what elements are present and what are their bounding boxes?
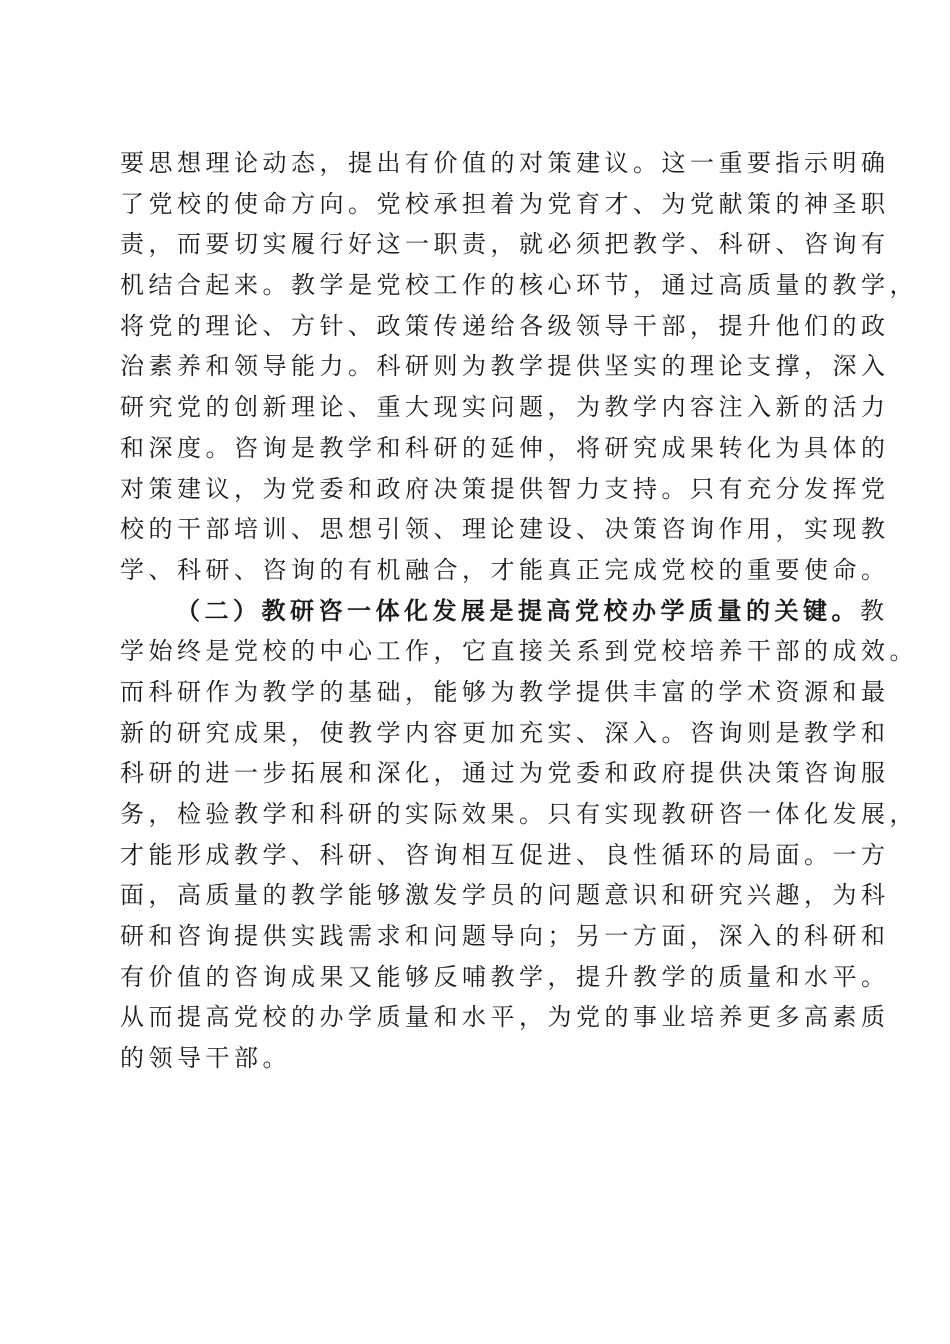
paragraph-line: 机结合起来。教学是党校工作的核心环节，通过高质量的教学， — [120, 271, 918, 300]
paragraph-line: 研究党的创新理论、重大现实问题，为教学内容注入新的活力 — [120, 393, 890, 422]
paragraph-line: 而科研作为教学的基础，能够为教学提供丰富的学术资源和最 — [120, 677, 890, 706]
paragraph-line: 面，高质量的教学能够激发学员的问题意识和研究兴趣，为科 — [120, 881, 890, 910]
paragraph-line: 才能形成教学、科研、咨询相互促进、良性循环的局面。一方 — [120, 840, 890, 869]
paragraph-line: 学、科研、咨询的有机融合，才能真正完成党校的重要使命。 — [120, 555, 890, 584]
paragraph-line: 治素养和领导能力。科研则为教学提供坚实的理论支撑，深入 — [120, 352, 890, 381]
paragraph-line: 从而提高党校的办学质量和水平，为党的事业培养更多高素质 — [120, 1003, 890, 1032]
paragraph-line: 了党校的使命方向。党校承担着为党育才、为党献策的神圣职 — [120, 189, 890, 218]
body-text — [120, 143, 918, 1079]
paragraph-line: 对策建议，为党委和政府决策提供智力支持。只有充分发挥党 — [120, 474, 890, 503]
section-heading: （二）教研咨一体化发展是提高党校办学质量的关键。 — [176, 595, 860, 625]
paragraph-line: 新的研究成果，使教学内容更加充实、深入。咨询则是教学和 — [120, 718, 890, 747]
paragraph-line: 科研的进一步拓展和深化，通过为党委和政府提供决策咨询服 — [120, 759, 890, 788]
paragraph-line: 的领导干部。 — [120, 1044, 291, 1073]
paragraph-line: 务，检验教学和科研的实际效果。只有实现教研咨一体化发展， — [120, 800, 918, 828]
paragraph-line: 和深度。咨询是教学和科研的延伸，将研究成果转化为具体的 — [120, 433, 890, 462]
section-heading-line — [120, 591, 889, 632]
paragraph-line: 研和咨询提供实践需求和问题导向；另一方面，深入的科研和 — [120, 922, 890, 951]
paragraph-line: 责，而要切实履行好这一职责，就必须把教学、科研、咨询有 — [120, 230, 890, 259]
paragraph-line: 要思想理论动态，提出有价值的对策建议。这一重要指示明确 — [120, 149, 890, 177]
paragraph-text: 教 — [860, 596, 889, 625]
paragraph-line: 有价值的咨询成果又能够反哺教学，提升教学的质量和水平。 — [120, 962, 890, 991]
paragraph-line: 将党的理论、方针、政策传递给各级领导干部，提升他们的政 — [120, 311, 890, 340]
paragraph-line: 学始终是党校的中心工作，它直接关系到党校培养干部的成效。 — [120, 637, 918, 666]
paragraph-line: 校的干部培训、思想引领、理论建设、决策咨询作用，实现教 — [120, 515, 890, 544]
